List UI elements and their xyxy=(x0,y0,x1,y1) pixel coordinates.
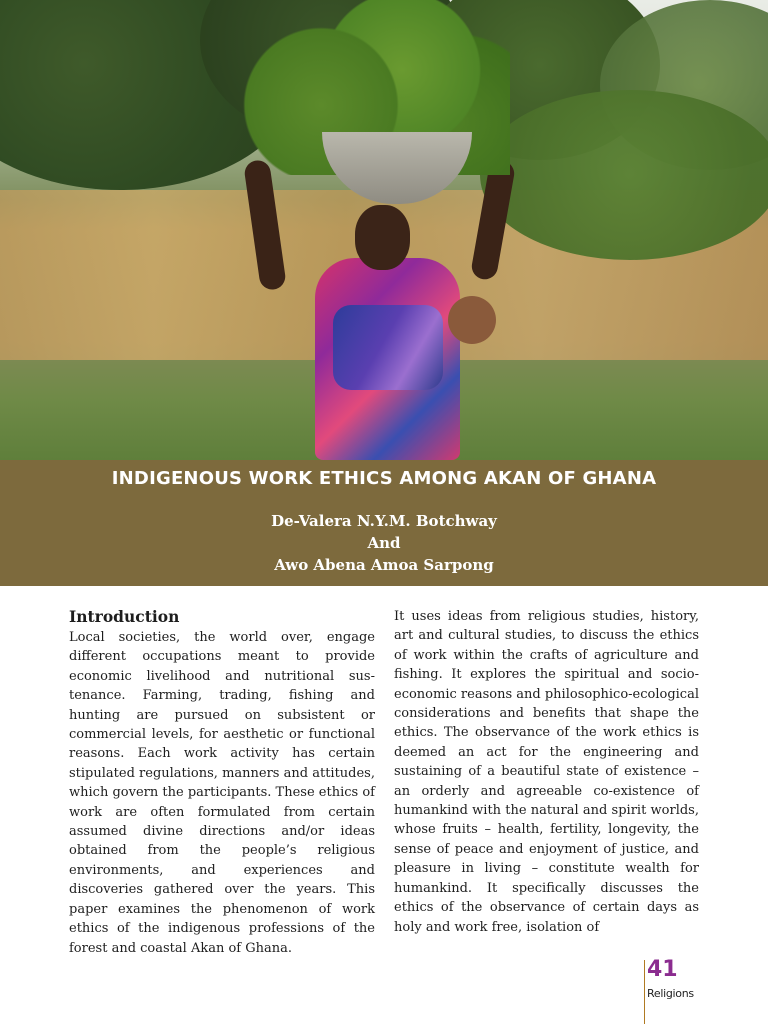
author-block xyxy=(0,510,768,576)
baby-carrier-cloth xyxy=(333,305,443,390)
bush-foliage xyxy=(480,90,768,260)
author-name: De-Valera N.Y.M. Botchway xyxy=(271,512,497,530)
cover-photo xyxy=(0,0,768,460)
author-conjunction: And xyxy=(367,534,401,552)
section-heading: Introduction xyxy=(69,607,180,626)
title-band xyxy=(0,460,768,586)
journal-name: Religions xyxy=(647,987,694,1000)
page-number: 41 xyxy=(647,957,678,982)
baby-figure xyxy=(448,296,496,344)
article-title: INDIGENOUS WORK ETHICS AMONG AKAN OF GHANA xyxy=(111,468,657,489)
footer-rule xyxy=(644,960,645,1024)
woman-head xyxy=(355,205,410,270)
author-name: Awo Abena Amoa Sarpong xyxy=(274,556,494,574)
body-paragraph: It uses ideas from religious studies, history, art and cultural studies, to discuss the ethics of work within the crafts of agriculture and fishing. It explores the spiritual and socio-economic reasons and philosophico-ecological considerations and benefits that shape the ethics. The observance of the work ethics is deemed an act for the engineering and sustaining of a beautiful state of existence –an orderly and agreeable co-existence of humankind with the natural and spirit worlds, whose fruits – health, fertility, longevity, the sense of peace and enjoyment of justice, and pleasure in living – constitute wealth for humankind. It specifically discusses the ethics of the observance of certain days as holy and work free, isolation of xyxy=(394,609,699,935)
body-paragraph: Local societies, the world over, engage different occupations meant to provide economic livelihood and nutritional sustenance. Farming, trading, fishing and hunting are pursued on subsistent or commercial levels, for aesthetic or functional reasons. Each work activity has certain stipulated regulations, manners and attitudes, which govern the participants. These ethics of work are often formulated from certain assumed divine directions and/or ideas obtained from the people’s religious environments, and experiences and discoveries gathered over the years. This paper examines the phenomenon of work ethics of the indigenous professions of the forest and coastal Akan of Ghana. xyxy=(69,630,375,956)
right-column xyxy=(394,607,699,937)
left-column xyxy=(69,606,375,958)
